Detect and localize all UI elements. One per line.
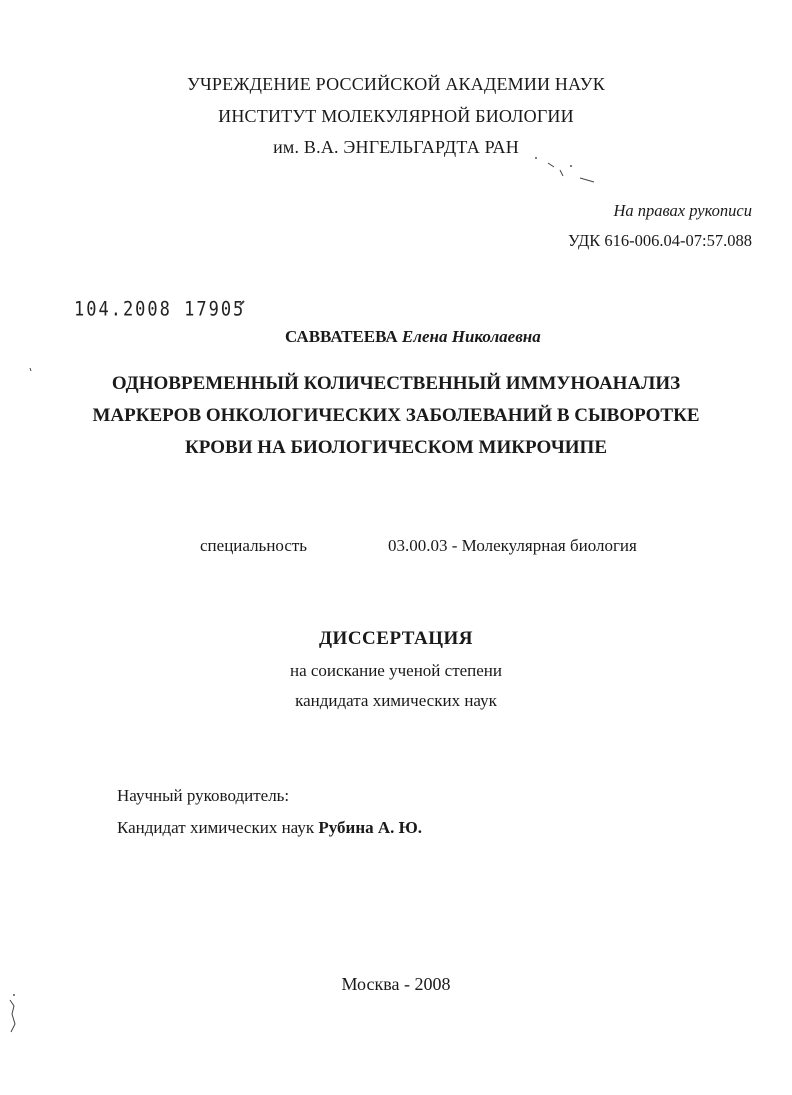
catalog-stamp: 104.2008 17905 — [74, 298, 246, 321]
manuscript-note: На правах рукописи — [613, 201, 752, 220]
dissertation-line-2: кандидата химических наук — [295, 691, 497, 710]
title-line-2: МАРКЕРОВ ОНКОЛОГИЧЕСКИХ ЗАБОЛЕВАНИЙ В СЫВОРОТКЕ — [92, 405, 700, 426]
specialty-value: 03.00.03 - Молекулярная биология — [388, 536, 637, 555]
institution-line-3: им. В.А. ЭНГЕЛЬГАРДТА РАН — [273, 137, 519, 157]
city-year: Москва - 2008 — [341, 974, 451, 994]
supervisor-line — [117, 818, 422, 838]
udk-code: УДК 616-006.04-07:57.088 — [568, 231, 752, 250]
title-line-1: ОДНОВРЕМЕННЫЙ КОЛИЧЕСТВЕННЫЙ ИММУНОАНАЛИЗ — [111, 373, 681, 394]
specialty-label: специальность — [200, 536, 308, 555]
dissertation-line-1: на соискание ученой степени — [289, 661, 503, 680]
institution-line-2: ИНСТИТУТ МОЛЕКУЛЯРНОЙ БИОЛОГИИ — [218, 106, 574, 126]
author-given-names: Елена Николаевна — [401, 327, 541, 346]
author-surname: САВВАТЕЕВА — [285, 327, 398, 346]
thesis-title — [0, 368, 792, 464]
supervisor-name: Рубина А. Ю. — [318, 818, 423, 837]
supervisor-degree: Кандидат химических наук — [117, 818, 315, 837]
supervisor-label: Научный руководитель: — [117, 786, 290, 805]
dissertation-heading: ДИССЕРТАЦИЯ — [318, 628, 474, 649]
author-name — [285, 327, 541, 347]
title-line-3: КРОВИ НА БИОЛОГИЧЕСКОМ МИКРОЧИПЕ — [184, 437, 608, 458]
institution-line-1: УЧРЕЖДЕНИЕ РОССИЙСКОЙ АКАДЕМИИ НАУК — [187, 74, 605, 94]
